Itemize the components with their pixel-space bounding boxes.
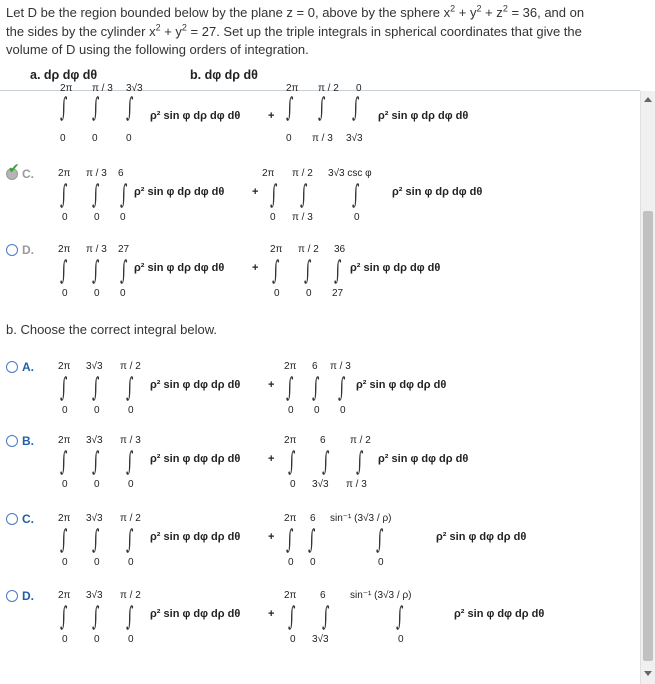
limit: 3√3 xyxy=(126,83,143,94)
limit: 2π xyxy=(58,361,71,372)
option-letter: C. xyxy=(22,167,34,181)
limit: 0 xyxy=(288,405,294,416)
limit: π / 2 xyxy=(350,435,371,446)
integral-sign: ∫ xyxy=(126,602,134,632)
integrand: ρ² sin φ dφ dρ dθ xyxy=(150,379,241,391)
integral-sign: ∫ xyxy=(60,93,68,123)
integral-sign: ∫ xyxy=(92,447,100,477)
option-letter: C. xyxy=(22,512,34,526)
integrand: ρ² sin φ dφ dρ dθ xyxy=(150,531,241,543)
vertical-scrollbar[interactable] xyxy=(640,91,655,684)
integral-sign: ∫ xyxy=(60,447,68,477)
limit: 0 xyxy=(270,212,276,223)
limit: 0 xyxy=(128,634,134,645)
limit: 27 xyxy=(332,288,344,299)
integral-sign: ∫ xyxy=(304,256,312,286)
limit: 0 xyxy=(62,634,68,645)
integral-sign: ∫ xyxy=(322,447,330,477)
limit: 0 xyxy=(92,133,98,144)
integral-sign: ∫ xyxy=(288,602,296,632)
integral-sign: ∫ xyxy=(60,602,68,632)
integrand: ρ² sin φ dρ dφ dθ xyxy=(392,186,483,198)
part-b-label: b. dφ dρ dθ xyxy=(190,68,258,82)
part-a-option-d[interactable] xyxy=(0,242,640,312)
limit: π / 2 xyxy=(292,168,313,179)
integrand: ρ² sin φ dφ dρ dθ xyxy=(356,379,447,391)
option-letter: D. xyxy=(22,589,34,603)
integral-sign: ∫ xyxy=(288,447,296,477)
limit: 0 xyxy=(354,212,360,223)
limit: 0 xyxy=(290,634,296,645)
integral-sign: ∫ xyxy=(308,525,316,555)
limit: 0 xyxy=(62,212,68,223)
part-b-option-b[interactable] xyxy=(0,433,640,503)
integrand: ρ² sin φ dρ dφ dθ xyxy=(150,110,241,122)
integral-sign: ∫ xyxy=(60,256,68,286)
limit: 0 xyxy=(398,634,404,645)
limit: 0 xyxy=(62,288,68,299)
limit: 6 xyxy=(320,435,326,446)
scroll-up-arrow-icon[interactable] xyxy=(644,97,652,102)
integral-sign: ∫ xyxy=(120,180,128,210)
integral-sign: ∫ xyxy=(126,525,134,555)
integral-sign: ∫ xyxy=(60,373,68,403)
limit: 0 xyxy=(290,479,296,490)
integral-sign: ∫ xyxy=(286,373,294,403)
integral-sign: ∫ xyxy=(338,373,346,403)
limit: 3√3 xyxy=(86,513,103,524)
radio-button[interactable] xyxy=(6,361,18,373)
integral-sign: ∫ xyxy=(60,180,68,210)
limit: π / 3 xyxy=(120,435,141,446)
limit: π / 2 xyxy=(318,83,339,94)
radio-button[interactable] xyxy=(6,590,18,602)
limit: 3√3 xyxy=(86,435,103,446)
integral-sign: ∫ xyxy=(92,602,100,632)
integrand: ρ² sin φ dφ dρ dθ xyxy=(436,531,527,543)
limit: 2π xyxy=(286,83,299,94)
limit: 36 xyxy=(334,244,346,255)
limit: 0 xyxy=(94,405,100,416)
limit: 2π xyxy=(284,590,297,601)
limit: 0 xyxy=(314,405,320,416)
limit: 2π xyxy=(58,244,71,255)
plus-sign: + xyxy=(268,379,275,391)
limit: 0 xyxy=(306,288,312,299)
limit: 2π xyxy=(262,168,275,179)
integral-sign: ∫ xyxy=(312,373,320,403)
limit: π / 2 xyxy=(120,361,141,372)
limit: π / 3 xyxy=(292,212,313,223)
plus-sign: + xyxy=(268,531,275,543)
limit: 3√3 csc φ xyxy=(328,168,372,179)
limit: 0 xyxy=(274,288,280,299)
integral-sign: ∫ xyxy=(396,602,404,632)
integral-sign: ∫ xyxy=(286,525,294,555)
answer-scroll-area[interactable] xyxy=(0,83,640,684)
limit: 0 xyxy=(94,634,100,645)
integral-sign: ∫ xyxy=(352,180,360,210)
limit: 6 xyxy=(118,168,124,179)
limit: 0 xyxy=(128,405,134,416)
integrand: ρ² sin φ dφ dρ dθ xyxy=(150,453,241,465)
option-letter: B. xyxy=(22,434,34,448)
limit: 0 xyxy=(120,212,126,223)
limit: sin⁻¹ (3√3 / ρ) xyxy=(330,513,392,524)
limit: 27 xyxy=(118,244,130,255)
option-partial-top xyxy=(0,83,640,153)
integrand: ρ² sin φ dρ dφ dθ xyxy=(134,186,225,198)
integral-sign: ∫ xyxy=(126,447,134,477)
limit: 6 xyxy=(310,513,316,524)
part-b-option-c[interactable] xyxy=(0,511,640,581)
limit: 0 xyxy=(128,479,134,490)
integral-sign: ∫ xyxy=(356,447,364,477)
integrand: ρ² sin φ dρ dφ dθ xyxy=(378,110,469,122)
integral-sign: ∫ xyxy=(126,93,134,123)
radio-button[interactable] xyxy=(6,435,18,447)
limit: 2π xyxy=(284,513,297,524)
limit: 2π xyxy=(60,83,73,94)
limit: 0 xyxy=(310,557,316,568)
limit: 6 xyxy=(312,361,318,372)
integral-sign: ∫ xyxy=(92,93,100,123)
integral-sign: ∫ xyxy=(272,256,280,286)
integral-sign: ∫ xyxy=(318,93,326,123)
limit: 0 xyxy=(128,557,134,568)
integral-sign: ∫ xyxy=(376,525,384,555)
limit: π / 3 xyxy=(330,361,351,372)
limit: 0 xyxy=(62,405,68,416)
integrand: ρ² sin φ dφ dρ dθ xyxy=(150,608,241,620)
limit: 3√3 xyxy=(86,590,103,601)
integral-sign: ∫ xyxy=(352,93,360,123)
limit: π / 3 xyxy=(86,168,107,179)
limit: 2π xyxy=(58,435,71,446)
scroll-down-arrow-icon[interactable] xyxy=(644,671,652,676)
limit: π / 2 xyxy=(298,244,319,255)
limit: π / 3 xyxy=(312,133,333,144)
integral-sign: ∫ xyxy=(120,256,128,286)
part-a-option-c[interactable] xyxy=(0,160,640,236)
plus-sign: + xyxy=(252,262,259,274)
part-b-prompt: b. Choose the correct integral below. xyxy=(6,322,218,337)
checkmark-icon: ✔ xyxy=(8,160,20,176)
integral-sign: ∫ xyxy=(126,373,134,403)
problem-statement: Let D be the region bounded below by the plane z = 0, above by the sphere $x^2 + y^2 + z^2 = 36$, and on the sides by the cylinder $x^2 + y^2 = 27$. Set up the triple integrals in spherical coordinates that give the volume of D using the following orders of integration. xyxy=(6,3,585,57)
option-letter: D. xyxy=(22,243,34,257)
integrand: ρ² sin φ dρ dφ dθ xyxy=(134,262,225,274)
limit: 0 xyxy=(94,557,100,568)
integral-sign: ∫ xyxy=(270,180,278,210)
limit: 0 xyxy=(94,479,100,490)
limit: 0 xyxy=(126,133,132,144)
limit: π / 3 xyxy=(92,83,113,94)
integrand: ρ² sin φ dφ dρ dθ xyxy=(378,453,469,465)
limit: π / 3 xyxy=(86,244,107,255)
integral-sign: ∫ xyxy=(300,180,308,210)
limit: 0 xyxy=(62,479,68,490)
integral-sign: ∫ xyxy=(92,256,100,286)
limit: 2π xyxy=(58,168,71,179)
limit: 0 xyxy=(288,557,294,568)
scrollbar-thumb[interactable] xyxy=(643,211,653,661)
integral-sign: ∫ xyxy=(92,525,100,555)
plus-sign: + xyxy=(268,608,275,620)
limit: 0 xyxy=(340,405,346,416)
integral-sign: ∫ xyxy=(286,93,294,123)
limit: 3√3 xyxy=(312,479,329,490)
integral-sign: ∫ xyxy=(322,602,330,632)
limit: 0 xyxy=(286,133,292,144)
limit: 0 xyxy=(94,212,100,223)
part-b-option-d[interactable] xyxy=(0,588,640,658)
limit: sin⁻¹ (3√3 / ρ) xyxy=(350,590,412,601)
part-b-option-a[interactable] xyxy=(0,359,640,429)
integral-sign: ∫ xyxy=(334,256,342,286)
limit: 0 xyxy=(62,557,68,568)
radio-button[interactable] xyxy=(6,513,18,525)
limit: π / 3 xyxy=(346,479,367,490)
integral-sign: ∫ xyxy=(92,180,100,210)
part-a-label: a. dρ dφ dθ xyxy=(30,68,98,82)
radio-button[interactable] xyxy=(6,244,18,256)
limit: 6 xyxy=(320,590,326,601)
plus-sign: + xyxy=(268,453,275,465)
limit: π / 2 xyxy=(120,513,141,524)
limit: 3√3 xyxy=(86,361,103,372)
integral-sign: ∫ xyxy=(92,373,100,403)
limit: 0 xyxy=(120,288,126,299)
limit: 0 xyxy=(60,133,66,144)
plus-sign: + xyxy=(268,110,275,122)
limit: 2π xyxy=(270,244,283,255)
limit: 2π xyxy=(58,590,71,601)
limit: 3√3 xyxy=(346,133,363,144)
limit: 0 xyxy=(356,83,362,94)
limit: 0 xyxy=(378,557,384,568)
limit: 3√3 xyxy=(312,634,329,645)
limit: 2π xyxy=(58,513,71,524)
limit: 0 xyxy=(94,288,100,299)
integrand: ρ² sin φ dφ dρ dθ xyxy=(454,608,545,620)
limit: π / 2 xyxy=(120,590,141,601)
integral-sign: ∫ xyxy=(60,525,68,555)
limit: 2π xyxy=(284,361,297,372)
limit: 2π xyxy=(284,435,297,446)
integrand: ρ² sin φ dρ dφ dθ xyxy=(350,262,441,274)
option-letter: A. xyxy=(22,360,34,374)
plus-sign: + xyxy=(252,186,259,198)
